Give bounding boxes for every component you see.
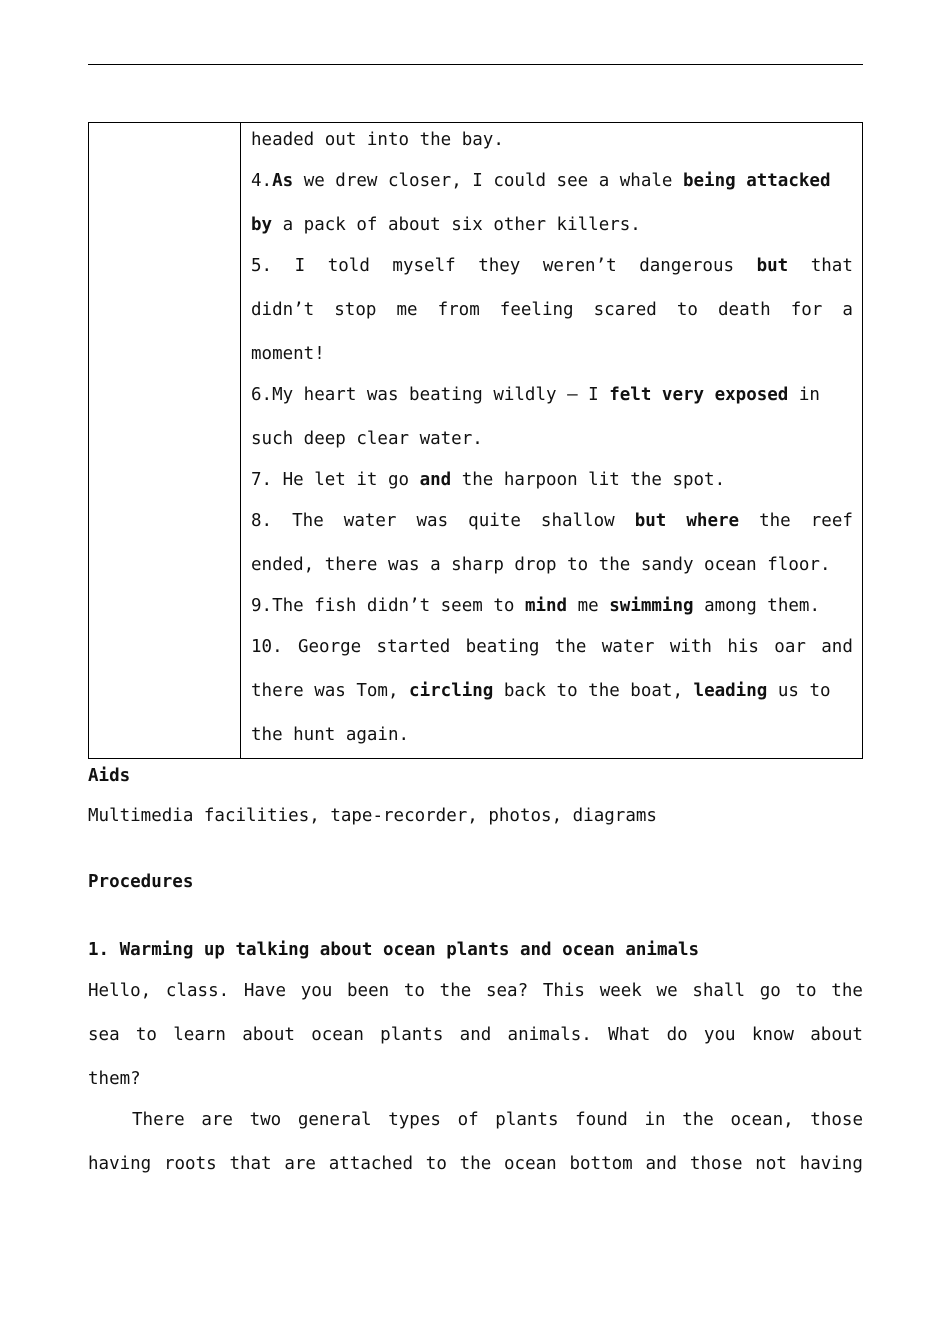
table-line: 5. I told myself they weren’t dangerous but that: [251, 256, 853, 276]
warming-up-paragraph-1: [88, 978, 863, 1107]
table-line: such deep clear water.: [251, 429, 483, 449]
table-line: 9.The fish didn’t seem to mind me swimming among them.: [251, 596, 820, 616]
table-line: moment!: [251, 344, 325, 364]
aids-text: Multimedia facilities, tape-recorder, photos, diagrams: [88, 806, 657, 826]
header-rule: [88, 64, 863, 65]
paragraph-line: having roots that are attached to the ocean bottom and those not having: [88, 1154, 863, 1174]
table-line: 10. George started beating the water with his oar and: [251, 637, 853, 657]
paragraph-line: them?: [88, 1069, 141, 1089]
table-line: didn’t stop me from feeling scared to death for a: [251, 300, 853, 320]
table-column-divider: [240, 123, 241, 758]
table-line: there was Tom, circling back to the boat, leading us to: [251, 681, 831, 701]
warming-up-paragraph-2: [88, 1107, 863, 1195]
table-line: 8. The water was quite shallow but where the reef: [251, 511, 853, 531]
table-content-cell: [251, 127, 853, 763]
paragraph-line: There are two general types of plants found in the ocean, those: [132, 1110, 863, 1130]
table-line: 7. He let it go and the harpoon lit the spot.: [251, 470, 726, 490]
paragraph-line: sea to learn about ocean plants and animals. What do you know about: [88, 1025, 863, 1045]
table-line: 4.As we drew closer, I could see a whale being attacked: [251, 171, 831, 191]
table-line: by a pack of about six other killers.: [251, 215, 641, 235]
paragraph-line: Hello, class. Have you been to the sea? This week we shall go to the: [88, 981, 863, 1001]
table-line: the hunt again.: [251, 725, 410, 745]
warming-up-heading: 1. Warming up talking about ocean plants and ocean animals: [88, 940, 700, 960]
table-line: headed out into the bay.: [251, 130, 504, 150]
sentence-table: [88, 122, 863, 759]
table-line: ended, there was a sharp drop to the sandy ocean floor.: [251, 555, 831, 575]
table-line: 6.My heart was beating wildly — I felt very exposed in: [251, 385, 820, 405]
aids-heading: Aids: [88, 766, 131, 786]
procedures-heading: Procedures: [88, 872, 194, 892]
